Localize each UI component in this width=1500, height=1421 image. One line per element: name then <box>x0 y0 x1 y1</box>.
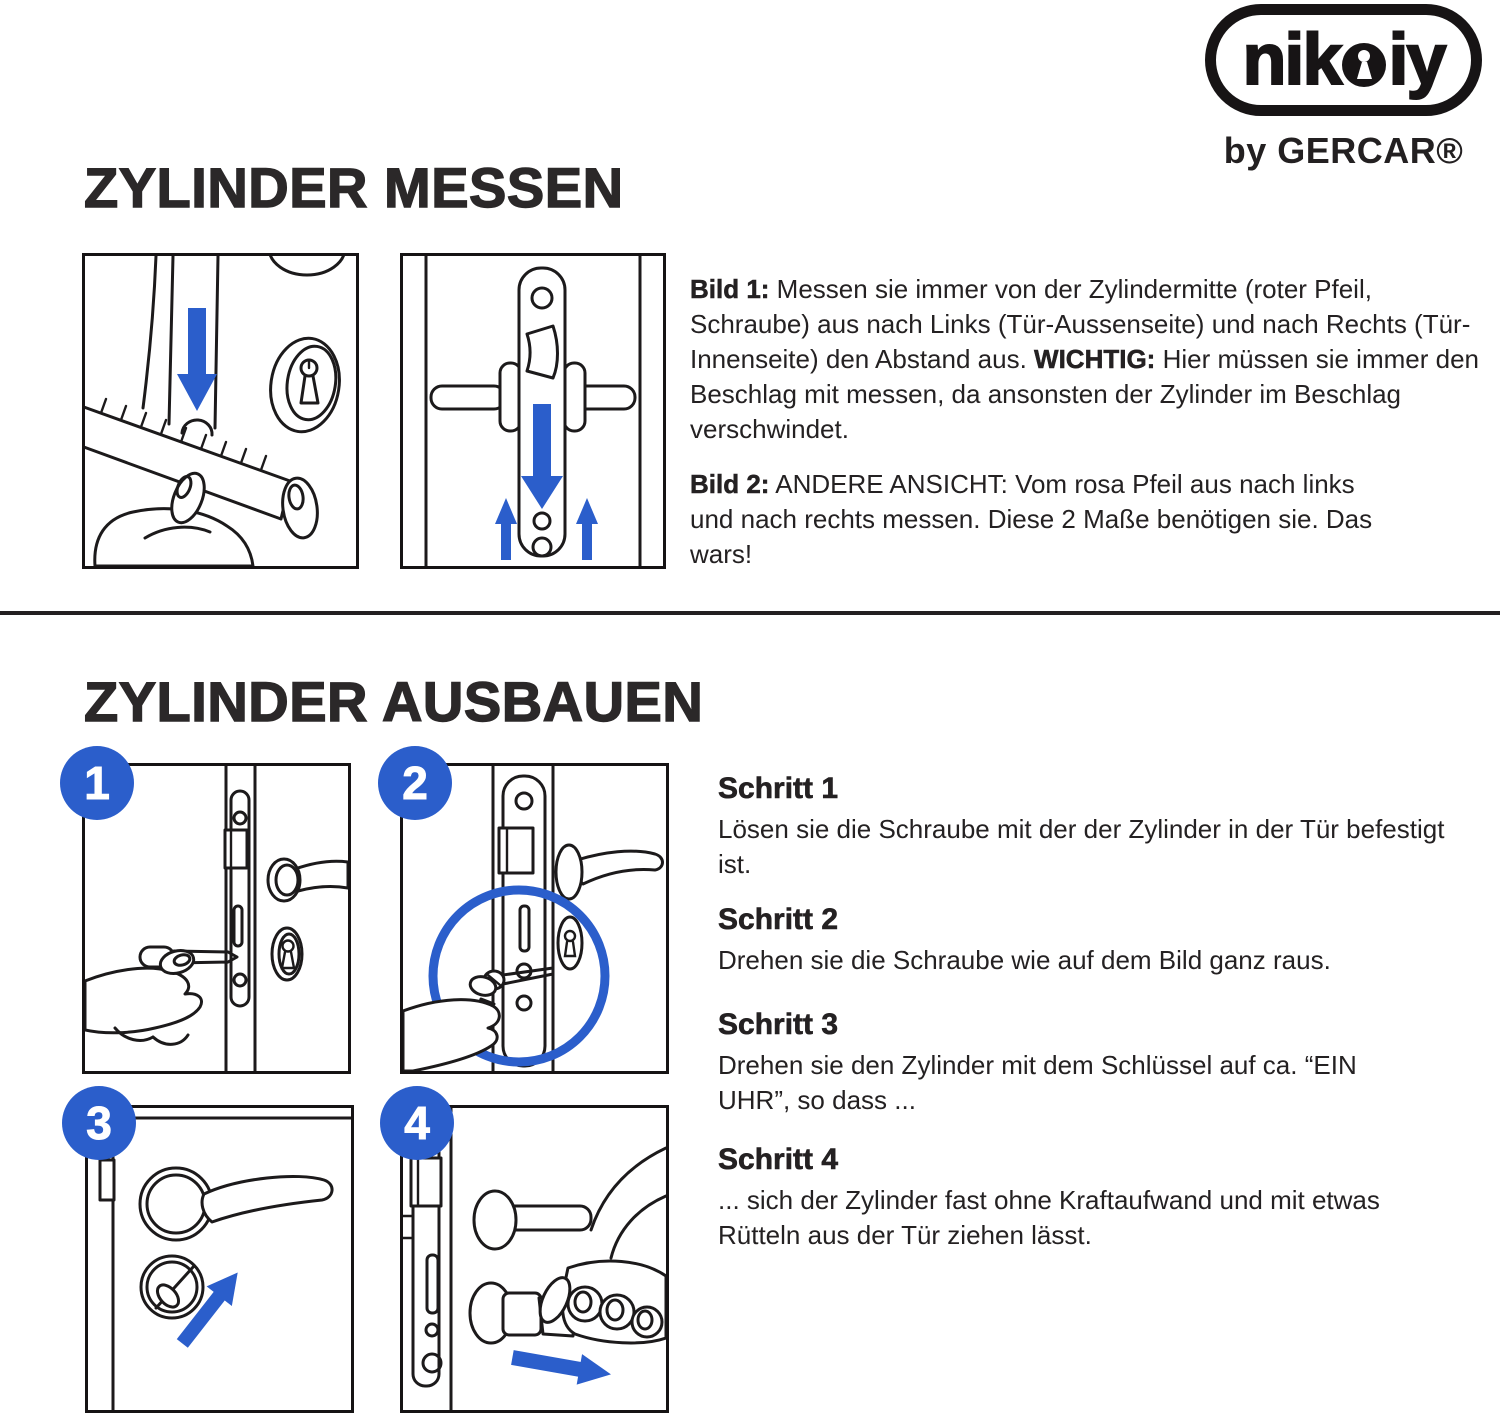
keyhole-escutcheon-icon <box>272 928 302 980</box>
step-badge-4: 4 <box>380 1086 454 1160</box>
figure-bild-1 <box>82 253 359 569</box>
figure-bild-2 <box>400 253 666 569</box>
step-text-1 <box>718 772 1463 882</box>
step-text-4 <box>718 1143 1463 1253</box>
blue-down-arrow-icon <box>177 308 217 411</box>
step-title: Schritt 4 <box>718 1143 839 1176</box>
section-divider <box>0 611 1500 615</box>
keyhole-escutcheon-icon <box>558 917 582 969</box>
keyhole-icon <box>1342 43 1386 87</box>
pull-cylinder-art <box>403 1108 666 1410</box>
door-handle-icon <box>556 845 663 899</box>
step-body: ... sich der Zylinder fast ohne Kraftaufwand und mit etwas Rütteln aus der Tür ziehen lässt. <box>718 1185 1380 1250</box>
step-text-2 <box>718 903 1463 978</box>
unscrew-screw-art <box>85 766 348 1071</box>
step-body: Lösen sie die Schraube mit der der Zylinder in der Tür befestigt ist. <box>718 814 1445 879</box>
paragraph-bild-2: Bild 2: ANDERE ANSICHT: Vom rosa Pfeil aus nach links und nach rechts messen. Diese 2 Maße benötigen sie. Das wars! <box>690 469 1373 569</box>
key-in-escutcheon-icon <box>141 1256 203 1318</box>
blue-up-arrow-right-icon <box>576 498 598 560</box>
blue-up-arrow-left-icon <box>495 498 517 560</box>
step-badge-1: 1 <box>60 746 134 820</box>
brand-byline: by GERCAR® <box>1223 130 1464 171</box>
step-badge-3: 3 <box>62 1086 136 1160</box>
paragraph-bild-1: Bild 1: Messen sie immer von der Zylindermitte (roter Pfeil, Schraube) aus nach Links (Tür-Aussenseite) und nach Rechts (Tür-Innenseite) den Abstand aus. WICHTIG: Hier müssen sie immer den Beschlag mit messen, da ansonsten der Zylinder im Beschlag verschwindet. <box>690 274 1479 444</box>
measure-with-ruler-art <box>85 256 356 566</box>
step-title: Schritt 1 <box>718 772 839 805</box>
step-title: Schritt 2 <box>718 903 839 936</box>
section-heading-zylinder-ausbauen: ZYLINDER AUSBAUEN <box>84 670 704 733</box>
step-body: Drehen sie den Zylinder mit dem Schlüssel auf ca. “EIN UHR”, so dass ... <box>718 1050 1357 1115</box>
figure-step-3 <box>85 1105 354 1413</box>
turn-key-art <box>88 1108 351 1410</box>
step-badge-2: 2 <box>378 746 452 820</box>
keyhole-escutcheon-icon <box>264 333 346 436</box>
logo-text-part2: iy <box>1388 20 1445 100</box>
door-handle-icon <box>140 1168 332 1240</box>
step-title: Schritt 3 <box>718 1008 839 1041</box>
section-heading-zylinder-messen: ZYLINDER MESSEN <box>84 156 624 219</box>
blue-right-arrow-icon <box>510 1342 614 1390</box>
door-edge-faceplate-art <box>403 256 663 566</box>
remove-screw-art <box>403 766 666 1071</box>
step-text-3 <box>718 1008 1366 1118</box>
logo-text-part1: nik <box>1242 20 1341 100</box>
spindle-and-rose-icon <box>474 1191 591 1249</box>
brand-logo <box>1205 4 1482 116</box>
brand-logo-text <box>1242 20 1445 100</box>
door-handle-icon <box>268 859 348 901</box>
step-body: Drehen sie die Schraube wie auf dem Bild ganz raus. <box>718 945 1331 975</box>
